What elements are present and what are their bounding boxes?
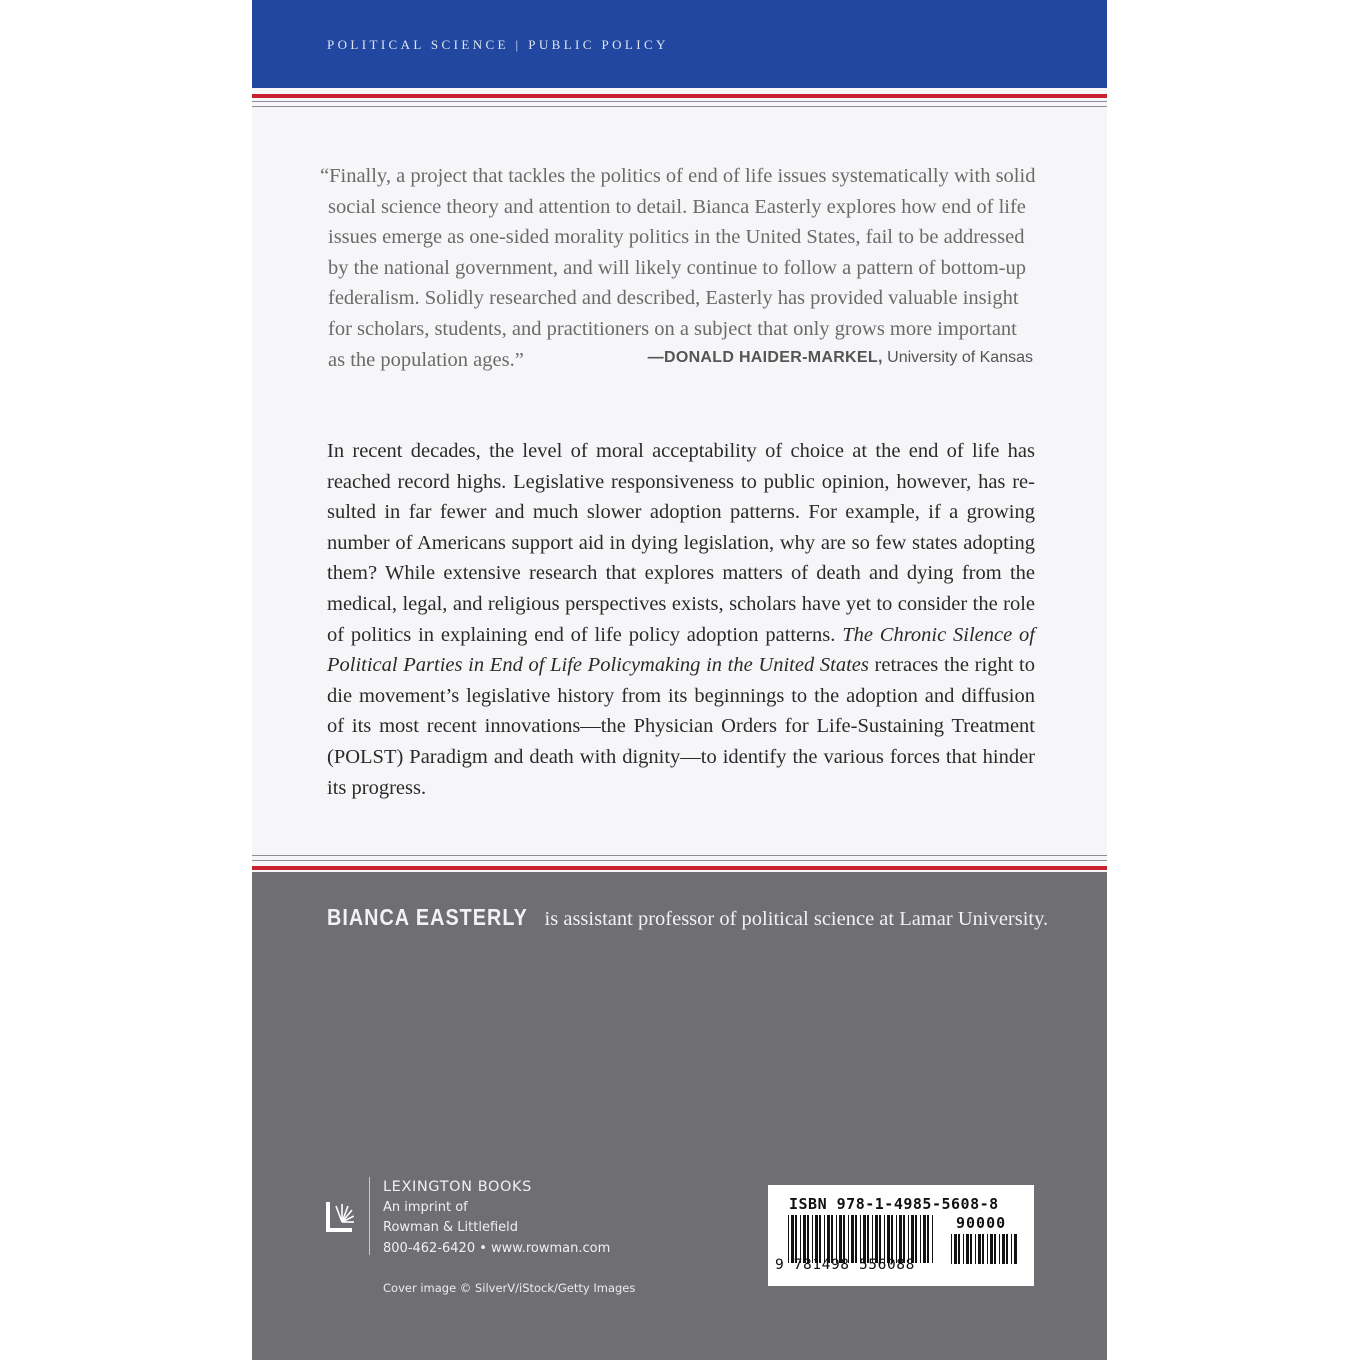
barcode-bar (975, 1234, 976, 1264)
barcode-bar (1006, 1234, 1008, 1264)
endorsement-text: “Finally, a project that tackles the politics of end of life issues systematically with solid social science theory and attention to detail. Bianca Easterly explores how end of life issues emerge as one-sided morality politics in the United States, fail to be addressed by the national government, and will likely continue to follow a pattern of bottom-up federalism. Solidly researched and described, Easterly has provided valuable insight for scholars, students, and practitioners on a subject that only grows more important as the population ages.” (320, 165, 1036, 371)
barcode-bar (927, 1215, 929, 1263)
endorser-affiliation: University of Kansas (887, 349, 1033, 366)
barcode-bar (855, 1215, 857, 1263)
barcode-bars (788, 1215, 938, 1263)
barcode-bar (951, 1234, 952, 1264)
barcode-bar (879, 1215, 881, 1263)
barcode-bar (815, 1215, 818, 1263)
barcode-bar (807, 1215, 809, 1263)
barcode-bar (994, 1234, 996, 1264)
barcode-bar (867, 1215, 869, 1263)
barcode-bar (824, 1215, 825, 1263)
barcode-bar (795, 1215, 797, 1263)
barcode-bar (920, 1215, 921, 1263)
barcode-bar (923, 1215, 926, 1263)
barcode-bar (887, 1215, 890, 1263)
top-stripe-gray (252, 101, 1107, 102)
barcode-bar (851, 1215, 854, 1263)
barcode-bar (908, 1215, 909, 1263)
bottom-stripe-gray (252, 860, 1107, 861)
barcode-bar (963, 1234, 964, 1264)
book-description (327, 436, 1035, 803)
barcode-bar (831, 1215, 833, 1263)
back-cover (252, 0, 1107, 1360)
author-bio-text: is assistant professor of political science at Lamar University. (544, 908, 1049, 930)
barcode-bar (987, 1234, 988, 1264)
top-stripe-gray (252, 106, 1107, 107)
barcode-bar (966, 1234, 969, 1264)
category-label: POLITICAL SCIENCE | PUBLIC POLICY (327, 37, 669, 52)
barcode-bar (836, 1215, 837, 1263)
barcode-bar (1014, 1234, 1017, 1264)
barcode-bar (800, 1215, 801, 1263)
top-band (252, 0, 1107, 88)
barcode-bar (819, 1215, 821, 1263)
lexington-books-logo-icon (326, 1198, 354, 1234)
barcode-bar (978, 1234, 981, 1264)
barcode-bar (990, 1234, 993, 1264)
barcode-bar (999, 1234, 1000, 1264)
barcode-bar (932, 1215, 933, 1263)
barcode-bar (860, 1215, 861, 1263)
endorsement-attribution (648, 349, 1033, 367)
price-code: 90000 (956, 1214, 1007, 1232)
barcode-bar (788, 1215, 789, 1263)
publisher-info (383, 1177, 610, 1259)
publisher-line2: Rowman & Littlefield (383, 1220, 519, 1235)
publisher-imprint: LEXINGTON BOOKS (383, 1179, 532, 1195)
barcode-bar (958, 1234, 960, 1264)
barcode-bar (954, 1234, 957, 1264)
barcode-bar (911, 1215, 914, 1263)
barcode-bar (896, 1215, 897, 1263)
barcode-bar (791, 1215, 794, 1263)
author-bio (327, 904, 1048, 931)
barcode-bar (1002, 1234, 1005, 1264)
barcode-bar (915, 1215, 917, 1263)
barcode-bar (848, 1215, 849, 1263)
barcode-bar (891, 1215, 893, 1263)
description-part1: In recent decades, the level of moral acceptability of choice at the end of life has reached record highs. Legislative responsiveness to public opinion, however, has resulted in far fewer and much slower adoption patterns. For example, if a growing number of Americans support aid in dying legislation, why are so few states adopting them? While extensive research that explores matters of death and dying from the medical, legal, and religious perspectives exists, scholars have yet to consider the role of politics in explaining end of life policy adoption patterns. (327, 440, 1035, 646)
bottom-stripe-red (252, 866, 1107, 870)
barcode-bar (875, 1215, 878, 1263)
barcode-bar (863, 1215, 866, 1263)
publisher-divider (369, 1177, 370, 1255)
cover-image-credit: Cover image © SilverV/iStock/Getty Images (383, 1281, 636, 1295)
addon-barcode-bars (951, 1234, 1019, 1264)
endorser-name: —DONALD HAIDER-MARKEL, (647, 349, 883, 366)
barcode-bar (872, 1215, 873, 1263)
bottom-band (252, 872, 1107, 1360)
barcode-bar (970, 1234, 972, 1264)
barcode-bar (1011, 1234, 1012, 1264)
barcode-bar (903, 1215, 905, 1263)
barcode-bar (843, 1215, 845, 1263)
barcode-bar (827, 1215, 830, 1263)
publisher-line1: An imprint of (383, 1199, 468, 1215)
bottom-stripe-gray (252, 855, 1107, 856)
endorsement-quote (318, 161, 1038, 375)
barcode-bar (899, 1215, 902, 1263)
book-title: The Chronic Silence of Political Parties in End of Life Policymaking in the United States (327, 623, 1035, 677)
barcode-bar (982, 1234, 984, 1264)
publisher-contact: 800-462-6420 • www.rowman.com (383, 1240, 611, 1256)
isbn-barcode (768, 1185, 1034, 1286)
description-part2: retraces the right to die movement’s legislative history from its beginnings to the adoption and diffusion of its most recent innovations—the Physician Orders for Life-Sustaining Treatment (POLST) Paradigm and death with dignity—to identify the various forces that hinder its progress. (327, 654, 1036, 799)
author-name: BIANCA EASTERLY (327, 904, 528, 930)
barcode-bar (812, 1215, 813, 1263)
top-stripe-red (252, 94, 1107, 98)
barcode-digits: 9 781498 556088 (775, 1257, 915, 1273)
barcode-bar (803, 1215, 806, 1263)
barcode-bar (839, 1215, 842, 1263)
barcode-bar (884, 1215, 885, 1263)
isbn-label: ISBN 978-1-4985-5608-8 (789, 1195, 999, 1213)
